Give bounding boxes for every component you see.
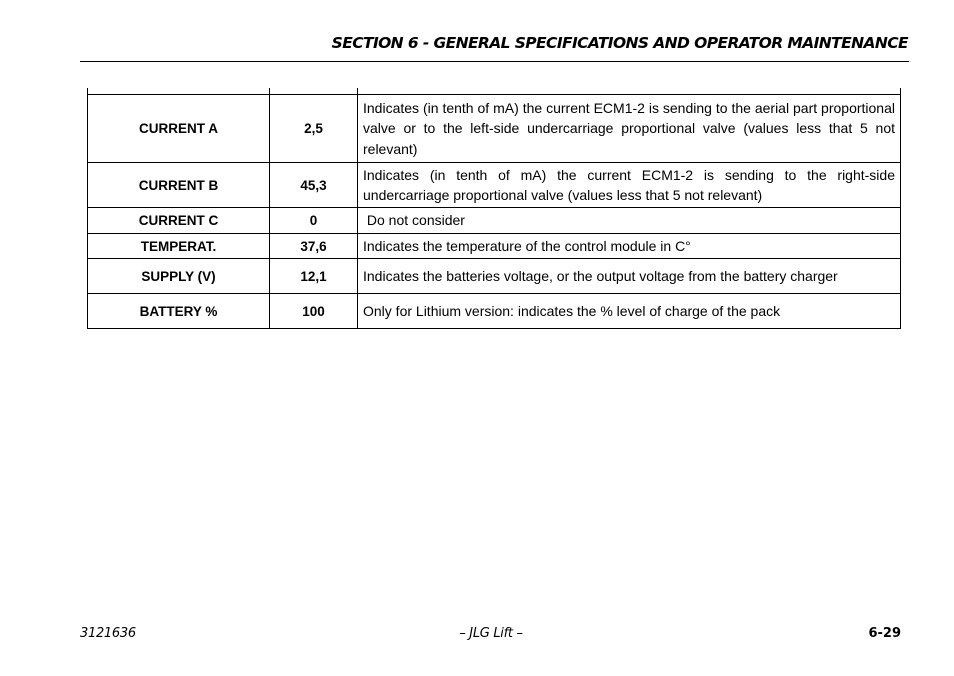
parameter-description: Do not consider <box>358 208 901 234</box>
footer-brand: – JLG Lift – <box>459 626 523 641</box>
page-number: 6-29 <box>868 626 901 641</box>
document-number: 3121636 <box>80 626 136 641</box>
parameter-description: Indicates (in tenth of mA) the current ECM1-2 is sending to the right-side undercarriage proportional valve (values less that 5 not relevant) <box>358 163 901 208</box>
parameter-name: CURRENT C <box>88 208 270 234</box>
parameter-name: CURRENT B <box>88 163 270 208</box>
table-row <box>88 259 901 294</box>
parameter-value: 0 <box>270 208 358 234</box>
parameter-value: 37,6 <box>270 234 358 259</box>
table-row <box>88 163 901 208</box>
parameter-description: Indicates (in tenth of mA) the current ECM1-2 is sending to the aerial part proportional valve or to the left-side undercarriage proportional valve (values less that 5 not relevant) <box>358 95 901 163</box>
parameter-name: TEMPERAT. <box>88 234 270 259</box>
parameter-value: 45,3 <box>270 163 358 208</box>
table-row <box>88 294 901 329</box>
parameter-description: Indicates the batteries voltage, or the output voltage from the battery charger <box>358 259 901 294</box>
parameter-description: Only for Lithium version: indicates the % level of charge of the pack <box>358 294 901 329</box>
parameter-value: 100 <box>270 294 358 329</box>
parameter-name: SUPPLY (V) <box>88 259 270 294</box>
parameter-table <box>87 94 901 329</box>
table-row <box>88 95 901 163</box>
parameter-value: 2,5 <box>270 95 358 163</box>
parameter-description: Indicates the temperature of the control module in C° <box>358 234 901 259</box>
section-title: SECTION 6 - GENERAL SPECIFICATIONS AND OPERATOR MAINTENANCE <box>331 34 908 52</box>
table-row <box>88 208 901 234</box>
parameter-name: CURRENT A <box>88 95 270 163</box>
table-row <box>88 234 901 259</box>
parameter-name: BATTERY % <box>88 294 270 329</box>
parameter-value: 12,1 <box>270 259 358 294</box>
header-divider <box>80 61 909 62</box>
